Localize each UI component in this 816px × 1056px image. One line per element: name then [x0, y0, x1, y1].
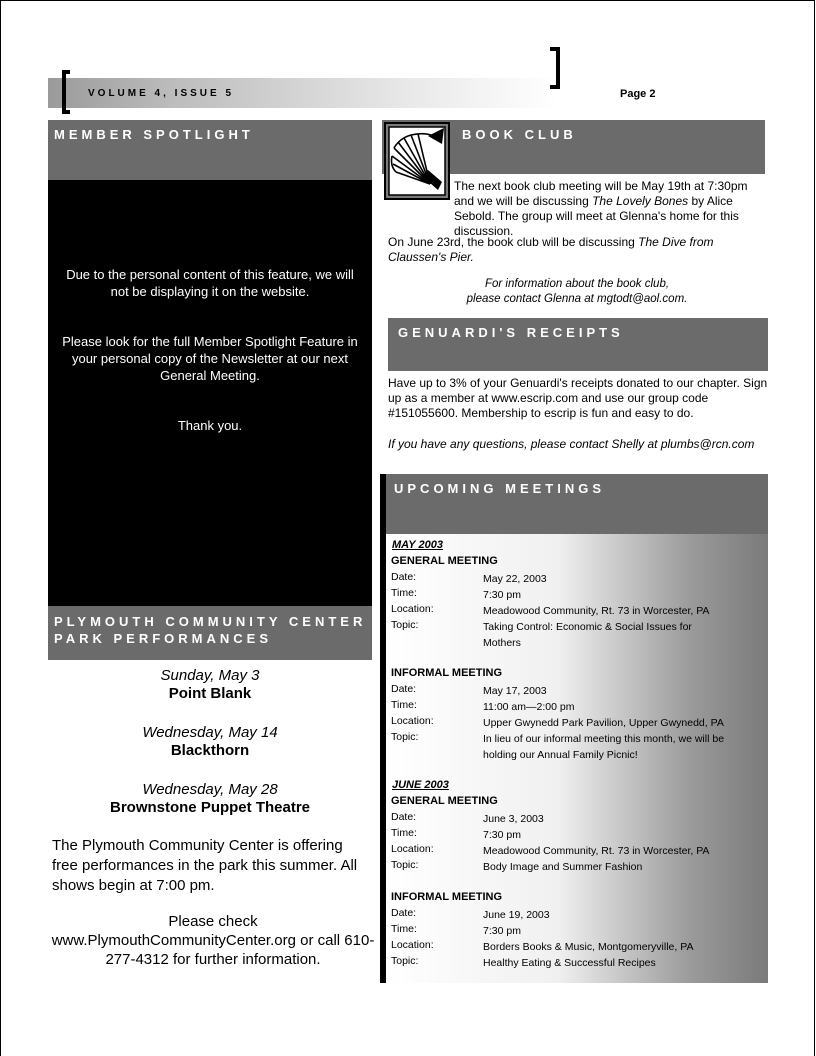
- meeting-date: June 3, 2003: [483, 813, 544, 825]
- label-location: Location:: [391, 603, 434, 615]
- plymouth-heading: [48, 606, 372, 660]
- label-time: Time:: [391, 699, 417, 711]
- header-bracket-right: [550, 47, 560, 89]
- label-time: Time:: [391, 587, 417, 599]
- performance-item: [48, 781, 372, 817]
- meeting-type: GENERAL MEETING: [391, 555, 498, 567]
- performance-name: Brownstone Puppet Theatre: [109, 799, 311, 816]
- performance-date: Wednesday, May 28: [142, 781, 278, 798]
- meeting-topic: In lieu of our informal meeting this month, we will be holding our Annual Family Picnic!: [483, 733, 725, 761]
- performance-name: Point Blank: [168, 685, 252, 702]
- genuardis-heading: GENUARDI'S RECEIPTS: [388, 318, 768, 371]
- label-topic: Topic:: [391, 859, 419, 871]
- plymouth-heading-line2: PARK PERFORMANCES: [54, 631, 272, 646]
- meeting-type: INFORMAL MEETING: [391, 891, 503, 903]
- meeting-date: June 19, 2003: [483, 909, 550, 921]
- member-spotlight-heading: MEMBER SPOTLIGHT: [48, 120, 372, 180]
- page-border-top: [0, 0, 815, 1]
- month-heading: MAY 2003: [392, 539, 443, 551]
- book-title: The Lovely Bones: [592, 194, 689, 208]
- performance-item: [48, 667, 372, 703]
- page-number: Page 2: [620, 88, 656, 100]
- book-club-paragraph-1: [388, 179, 766, 239]
- plymouth-description: The Plymouth Community Center is offering free performances in the park this summer. All shows begin at 7:00 pm.: [52, 837, 358, 894]
- meeting-location: Meadowood Community, Rt. 73 in Worcester, PA: [483, 605, 710, 617]
- book-club-text: by Alice Sebold. The group will meet at Glenna's home for this discussion.: [454, 194, 739, 238]
- book-title: The Dive from Claussen's Pier.: [388, 235, 714, 264]
- book-club-contact-line1: For information about the book club,: [484, 278, 670, 290]
- label-date: Date:: [391, 571, 417, 583]
- meetings-list: [386, 534, 768, 983]
- performance-item: [48, 724, 372, 760]
- label-location: Location:: [391, 939, 434, 951]
- label-location: Location:: [391, 843, 434, 855]
- book-club-contact: [388, 277, 766, 307]
- volume-issue: VOLUME 4, ISSUE 5: [88, 88, 235, 99]
- book-club-contact-line2: please contact Glenna at mgtodt@aol.com.: [466, 293, 688, 305]
- book-club-paragraph-2: [388, 235, 766, 265]
- meeting-time: 7:30 pm: [483, 925, 521, 937]
- label-topic: Topic:: [391, 619, 419, 631]
- plymouth-heading-line1: PLYMOUTH COMMUNITY CENTER: [54, 614, 367, 629]
- meeting-topic: Healthy Eating & Successful Recipes: [483, 957, 656, 969]
- book-club-text: The next book club meeting will be May 19th at 7:30pm and we will be discussing: [454, 179, 748, 208]
- meeting-topic: Taking Control: Economic & Social Issues for Mothers: [483, 621, 692, 649]
- meeting-date: May 17, 2003: [483, 685, 547, 697]
- book-club-heading: BOOK CLUB: [382, 120, 765, 174]
- spotlight-notice: Due to the personal content of this feature, we will not be displaying it on the website.: [66, 267, 354, 299]
- meeting-type: GENERAL MEETING: [391, 795, 498, 807]
- spotlight-thanks: Thank you.: [177, 418, 243, 433]
- month-heading: JUNE 2003: [392, 779, 449, 791]
- meeting-time: 7:30 pm: [483, 829, 521, 841]
- member-spotlight-body: [48, 180, 372, 606]
- page-border-left: [0, 0, 1, 1056]
- meeting-date: May 22, 2003: [483, 573, 547, 585]
- meeting-time: 11:00 am—2:00 pm: [483, 701, 575, 713]
- label-date: Date:: [391, 907, 417, 919]
- plymouth-contact: Please check www.PlymouthCommunityCenter.org or call 610-277-4312 for further information.: [51, 913, 375, 968]
- genuardis-paragraph: Have up to 3% of your Genuardi's receipts donated to our chapter. Sign up as a member at www.escrip.com and use our group code #151055600. Membership to escrip is fun and easy to do.: [388, 376, 768, 420]
- performance-date: Sunday, May 3: [160, 667, 260, 684]
- label-time: Time:: [391, 923, 417, 935]
- label-topic: Topic:: [391, 731, 419, 743]
- spotlight-instructions: Please look for the full Member Spotlight Feature in your personal copy of the Newsletter at our next General Meeting.: [62, 334, 358, 383]
- genuardis-contact: If you have any questions, please contact Shelly at plumbs@rcn.com: [388, 437, 755, 451]
- book-club-text: On June 23rd, the book club will be discussing: [388, 235, 639, 249]
- label-date: Date:: [391, 683, 417, 695]
- label-location: Location:: [391, 715, 434, 727]
- meeting-location: Borders Books & Music, Montgomeryville, PA: [483, 941, 694, 953]
- label-time: Time:: [391, 827, 417, 839]
- meeting-topic: Body Image and Summer Fashion: [483, 861, 643, 873]
- meeting-location: Upper Gwynedd Park Pavilion, Upper Gwynedd, PA: [483, 717, 724, 729]
- meeting-location: Meadowood Community, Rt. 73 in Worcester, PA: [483, 845, 710, 857]
- label-date: Date:: [391, 811, 417, 823]
- header-bracket-left: [62, 70, 70, 114]
- meeting-time: 7:30 pm: [483, 589, 521, 601]
- performance-name: Blackthorn: [170, 742, 250, 759]
- label-topic: Topic:: [391, 955, 419, 967]
- page-border-right: [814, 0, 815, 1056]
- meeting-type: INFORMAL MEETING: [391, 667, 503, 679]
- upcoming-meetings-heading: UPCOMING MEETINGS: [386, 474, 768, 534]
- performance-date: Wednesday, May 14: [142, 724, 278, 741]
